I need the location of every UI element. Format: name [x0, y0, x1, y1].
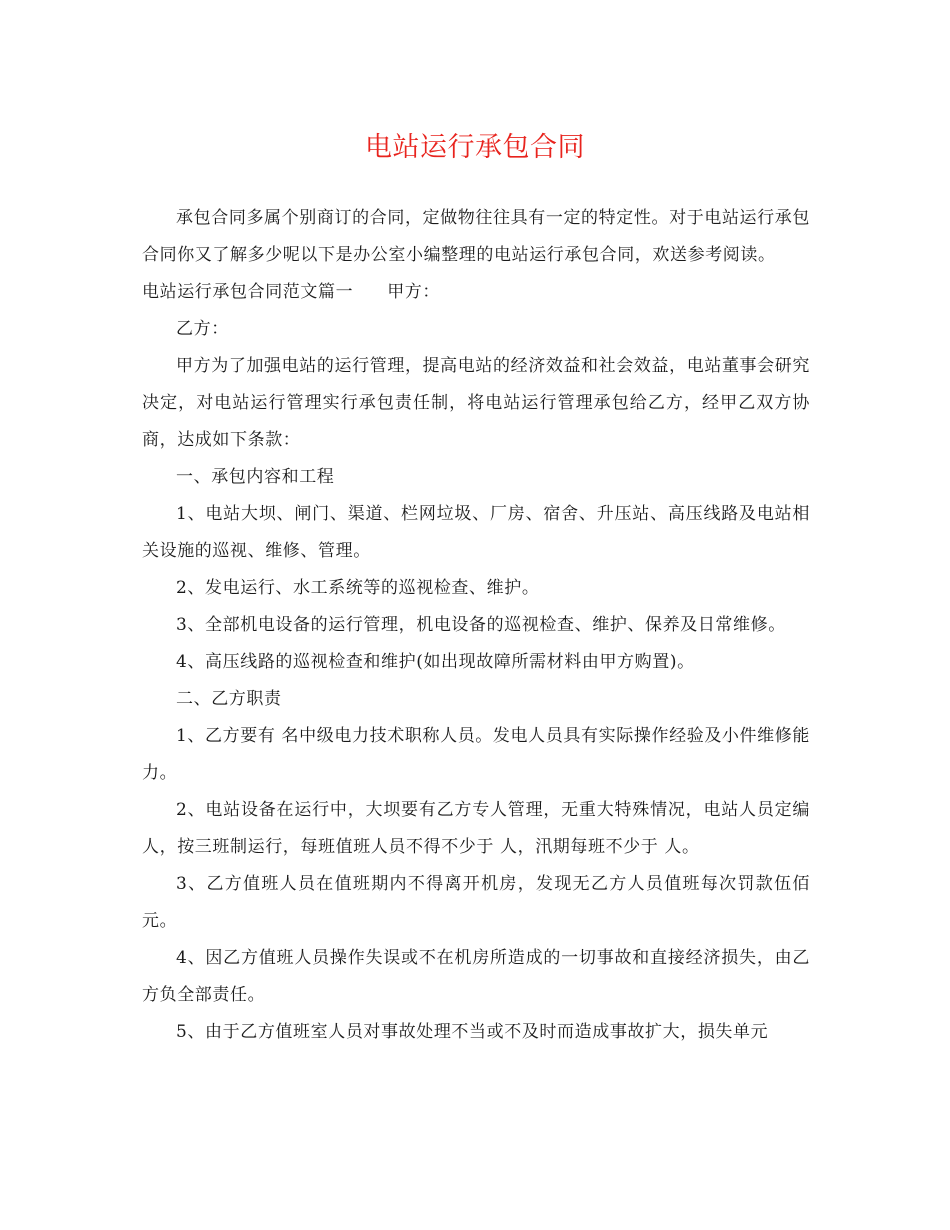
paragraph: 2、电站设备在运行中，大坝要有乙方专人管理，无重大特殊情况，电站人员定编 人，按三班制运行，每班值班人员不得不少于 人，汛期每班不少于 人。: [142, 800, 810, 857]
section-heading: 电站运行承包合同范文篇一: [142, 282, 354, 302]
paragraph: 3、全部机电设备的运行管理，机电设备的巡视检查、维护、保养及日常维修。: [176, 615, 786, 635]
party-a-label: 甲方：: [387, 282, 441, 302]
paragraph: 4、高压线路的巡视检查和维护(如出现故障所需材料由甲方购置)。: [176, 652, 695, 672]
paragraph-with-heading: [142, 274, 810, 311]
document-title: 电站运行承包合同: [365, 132, 585, 163]
paragraph: 2、发电运行、水工系统等的巡视检查、维护。: [176, 578, 540, 598]
paragraph: 1、电站大坝、闸门、渠道、栏网垃圾、厂房、宿舍、升压站、高压线路及电站相关设施的巡视、维修、管理。: [142, 504, 810, 561]
paragraph: 乙方：: [176, 319, 229, 339]
paragraph: 4、因乙方值班人员操作失误或不在机房所造成的一切事故和直接经济损失，由乙方负全部责任。: [142, 948, 810, 1005]
paragraph: 1、乙方要有 名中级电力技术职称人员。发电人员具有实际操作经验及小件维修能力。: [142, 726, 810, 783]
paragraph: 二、乙方职责: [176, 689, 282, 709]
paragraph: 5、由于乙方值班室人员对事故处理不当或不及时而造成事故扩大，损失单元: [176, 1022, 769, 1042]
paragraph: 甲方为了加强电站的运行管理，提高电站的经济效益和社会效益，电站董事会研究决定，对电站运行管理实行承包责任制，将电站运行管理承包给乙方，经甲乙双方协商，达成如下条款：: [142, 356, 810, 450]
document-body: [142, 200, 810, 1051]
paragraph: 一、承包内容和工程: [176, 467, 335, 487]
paragraph: 3、乙方值班人员在值班期内不得离开机房，发现无乙方人员值班每次罚款伍佰元。: [142, 874, 810, 931]
paragraph: 承包合同多属个别商订的合同，定做物往往具有一定的特定性。对于电站运行承包合同你又了解多少呢以下是办公室小编整理的电站运行承包合同，欢送参考阅读。: [142, 208, 810, 265]
